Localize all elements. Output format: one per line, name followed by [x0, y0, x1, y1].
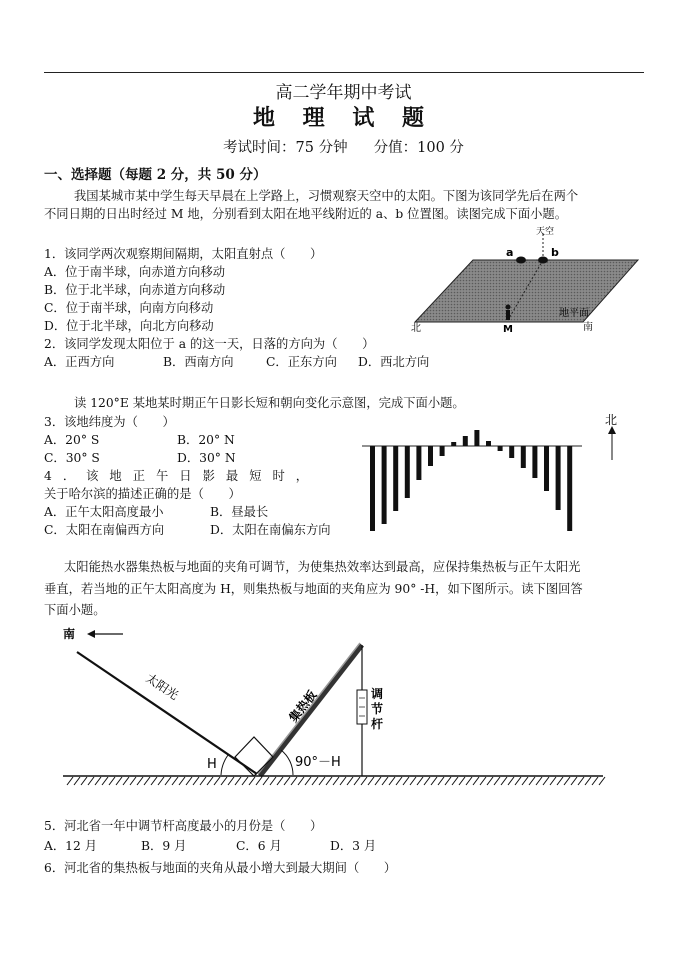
shadow-bar-7 [440, 446, 445, 456]
passage1-line1: 我国某城市某中学生每天早晨在上学路上，习惯观察天空中的太阳。下图为该同学先后在两个 [74, 189, 579, 203]
hatch-line [130, 777, 136, 785]
q1-option-d[interactable]: D．位于北半球，向北方向移动 [44, 319, 214, 333]
hatch-line [165, 777, 171, 785]
label-b: b [551, 246, 559, 259]
passage3-line2: 垂直，若当地的正午太阳高度为 H，则集热板与地面的夹角应为 90° -H，如下图所示。读下图回答 [44, 582, 583, 596]
q3-stem: 3．该地纬度为（ ） [44, 415, 175, 429]
chart-north-label: 北 [605, 413, 618, 427]
hatch-line [95, 777, 101, 785]
hatch-line [543, 777, 549, 785]
q1-option-b[interactable]: B．位于北半球，向赤道方向移动 [44, 283, 226, 297]
q2-stem: 2．该同学发现太阳位于 a 的这一天，日落的方向为（ ） [44, 337, 375, 351]
fig3-south-label: 南 [63, 627, 76, 641]
shadow-bar-12 [498, 446, 503, 451]
hatch-line [263, 777, 269, 785]
q2-option-d[interactable]: D．西北方向 [358, 355, 430, 369]
hatch-line [585, 777, 591, 785]
hatch-line [277, 777, 283, 785]
q5-option-d[interactable]: D．3 月 [330, 839, 377, 853]
shadow-bar-6 [428, 446, 433, 466]
hatch-line [151, 777, 157, 785]
hatch-line [515, 777, 521, 785]
q3-option-a[interactable]: A．20° S [44, 433, 100, 447]
hatch-line [508, 777, 514, 785]
hatch-line [298, 777, 304, 785]
rod-label-char3: 杆 [371, 717, 384, 731]
q3-option-c[interactable]: C．30° S [44, 451, 100, 465]
shadow-bar-3 [393, 446, 398, 511]
hatch-line [571, 777, 577, 785]
sunrise-figure [405, 222, 645, 337]
q4-stem-line2: 关于哈尔滨的描述正确的是（ ） [44, 487, 241, 501]
hatch-line [473, 777, 479, 785]
hatch-line [144, 777, 150, 785]
rod-label-char1: 调 [371, 687, 384, 701]
shadow-bar-14 [521, 446, 526, 468]
hatch-line [522, 777, 528, 785]
hatch-line [109, 777, 115, 785]
m-label: M [503, 324, 513, 335]
angle-h-label: H [207, 757, 217, 772]
q3-option-b[interactable]: B．20° N [177, 433, 235, 447]
hatch-line [186, 777, 192, 785]
hatch-line [375, 777, 381, 785]
section-title: 一、选择题（每题 2 分，共 50 分） [44, 167, 267, 183]
hatch-line [438, 777, 444, 785]
q4-option-d[interactable]: D．太阳在南偏东方向 [210, 523, 331, 537]
hatch-line [501, 777, 507, 785]
hatch-line [81, 777, 87, 785]
hatch-line [319, 777, 325, 785]
hatch-line [214, 777, 220, 785]
hatch-line [88, 777, 94, 785]
passage1-line2: 不同日期的日出时经过 M 地，分别看到太阳在地平线附近的 a、b 位置图。读图完成下面小题。 [44, 207, 568, 221]
rod-label [371, 686, 383, 731]
hatch-line [431, 777, 437, 785]
exam-time: 考试时间：75 分钟 [223, 140, 348, 156]
hatch-line [410, 777, 416, 785]
hatch-line [452, 777, 458, 785]
hatch-line [102, 777, 108, 785]
hatch-line [536, 777, 542, 785]
shadow-bar-15 [532, 446, 537, 478]
q2-option-b[interactable]: B．西南方向 [163, 355, 234, 369]
hatch-line [459, 777, 465, 785]
shadow-bar-10 [474, 430, 479, 446]
hatch-line [564, 777, 570, 785]
hatch-line [494, 777, 500, 785]
solar-collector-figure [55, 620, 615, 792]
hatch-line [256, 777, 262, 785]
hatch-line [578, 777, 584, 785]
hatch-line [137, 777, 143, 785]
q1-option-c[interactable]: C．位于南半球，向南方向移动 [44, 301, 214, 315]
hatch-line [158, 777, 164, 785]
sunlight-label: 太阳光 [143, 670, 182, 703]
hatch-line [291, 777, 297, 785]
q3-option-d[interactable]: D．30° N [177, 451, 236, 465]
shadow-bar-8 [451, 442, 456, 446]
q1-option-a[interactable]: A．位于南半球，向赤道方向移动 [44, 265, 226, 279]
south-arrowhead-icon [87, 630, 95, 638]
hatch-line [396, 777, 402, 785]
hatch-line [235, 777, 241, 785]
ground-label: 地平面 [559, 308, 589, 319]
shadow-chart [360, 410, 630, 538]
hatch-line [221, 777, 227, 785]
passage3-line1: 太阳能热水器集热板与地面的夹角可调节，为使集热效率达到最高，应保持集热板与正午太阳光 [64, 560, 581, 574]
shadow-bar-13 [509, 446, 514, 458]
hatch-line [354, 777, 360, 785]
sky-label: 天空 [536, 227, 555, 237]
q5-option-a[interactable]: A．12 月 [44, 839, 98, 853]
q2-option-a[interactable]: A．正西方向 [44, 355, 115, 369]
hatch-line [312, 777, 318, 785]
hatch-line [382, 777, 388, 785]
exam-title: 高二学年期中考试 [275, 83, 412, 103]
hatch-line [529, 777, 535, 785]
hatch-line [599, 777, 605, 785]
hatch-line [67, 777, 73, 785]
hatch-line [424, 777, 430, 785]
hatch-line [242, 777, 248, 785]
hatch-line [445, 777, 451, 785]
hatch-line [480, 777, 486, 785]
top-rule [44, 72, 644, 73]
hatch-line [333, 777, 339, 785]
exam-info [0, 136, 687, 157]
hatch-line [228, 777, 234, 785]
shadow-bar-1 [370, 446, 375, 531]
ground-plane [415, 260, 638, 322]
q5-stem: 5．河北省一年中调节杆高度最小的月份是（ ） [44, 819, 323, 833]
passage3-line3: 下面小题。 [44, 603, 106, 617]
rod-label-char2: 节 [371, 702, 384, 716]
shadow-bar-18 [567, 446, 572, 531]
hatch-line [249, 777, 255, 785]
label-a: a [506, 246, 514, 259]
exam-score: 分值：100 分 [373, 140, 464, 156]
angle-h-arc [221, 755, 228, 775]
passage2-text: 读 120°E 某地某时期正午日影长短和朝向变化示意图，完成下面小题。 [74, 396, 465, 410]
hatch-line [326, 777, 332, 785]
hatch-line [466, 777, 472, 785]
hatch-line [361, 777, 367, 785]
hatch-line [368, 777, 374, 785]
q4-option-b[interactable]: B．昼最长 [210, 505, 269, 519]
ground-hatch [67, 777, 605, 785]
angle-90h-label: 90°－H [295, 755, 341, 770]
hatch-line [403, 777, 409, 785]
hatch-line [389, 777, 395, 785]
hatch-line [193, 777, 199, 785]
q6-stem: 6．河北省的集热板与地面的夹角从最小增大到最大期间（ ） [44, 861, 397, 875]
q4-option-c[interactable]: C．太阳在南偏西方向 [44, 523, 165, 537]
hatch-line [270, 777, 276, 785]
hatch-line [417, 777, 423, 785]
hatch-line [123, 777, 129, 785]
q4-stem-line1: 4．该地正午日影最短时， [44, 469, 320, 483]
hatch-line [550, 777, 556, 785]
hatch-line [207, 777, 213, 785]
hatch-line [74, 777, 80, 785]
hatch-line [200, 777, 206, 785]
subject-title: 地 理 试 题 [253, 105, 434, 131]
hatch-line [557, 777, 563, 785]
shadow-bar-17 [556, 446, 561, 510]
q5-option-c[interactable]: C．6 月 [236, 839, 282, 853]
hatch-line [592, 777, 598, 785]
hatch-line [179, 777, 185, 785]
shadow-bar-11 [486, 441, 491, 446]
hatch-line [347, 777, 353, 785]
q1-stem: 1．该同学两次观察期间隔期，太阳直射点（ ） [44, 247, 323, 261]
shadow-bar-5 [416, 446, 421, 480]
hatch-line [116, 777, 122, 785]
person-icon [506, 305, 511, 321]
hatch-line [305, 777, 311, 785]
hatch-line [172, 777, 178, 785]
q5-option-b[interactable]: B．9 月 [141, 839, 187, 853]
angle-90h-arc [281, 750, 293, 775]
north-label: 北 [411, 323, 421, 334]
shadow-bar-9 [463, 436, 468, 446]
sunlight-ray [77, 652, 257, 774]
shadow-bar-4 [405, 446, 410, 498]
south-label: 南 [583, 322, 593, 333]
hatch-line [487, 777, 493, 785]
north-arrowhead-icon [608, 426, 616, 434]
hatch-line [340, 777, 346, 785]
q4-option-a[interactable]: A．正午太阳高度最小 [44, 505, 164, 519]
hatch-line [284, 777, 290, 785]
shadow-bar-2 [382, 446, 387, 524]
panel-label: 集热板 [286, 687, 320, 725]
shadow-bar-16 [544, 446, 549, 491]
q2-option-c[interactable]: C．正东方向 [266, 355, 337, 369]
